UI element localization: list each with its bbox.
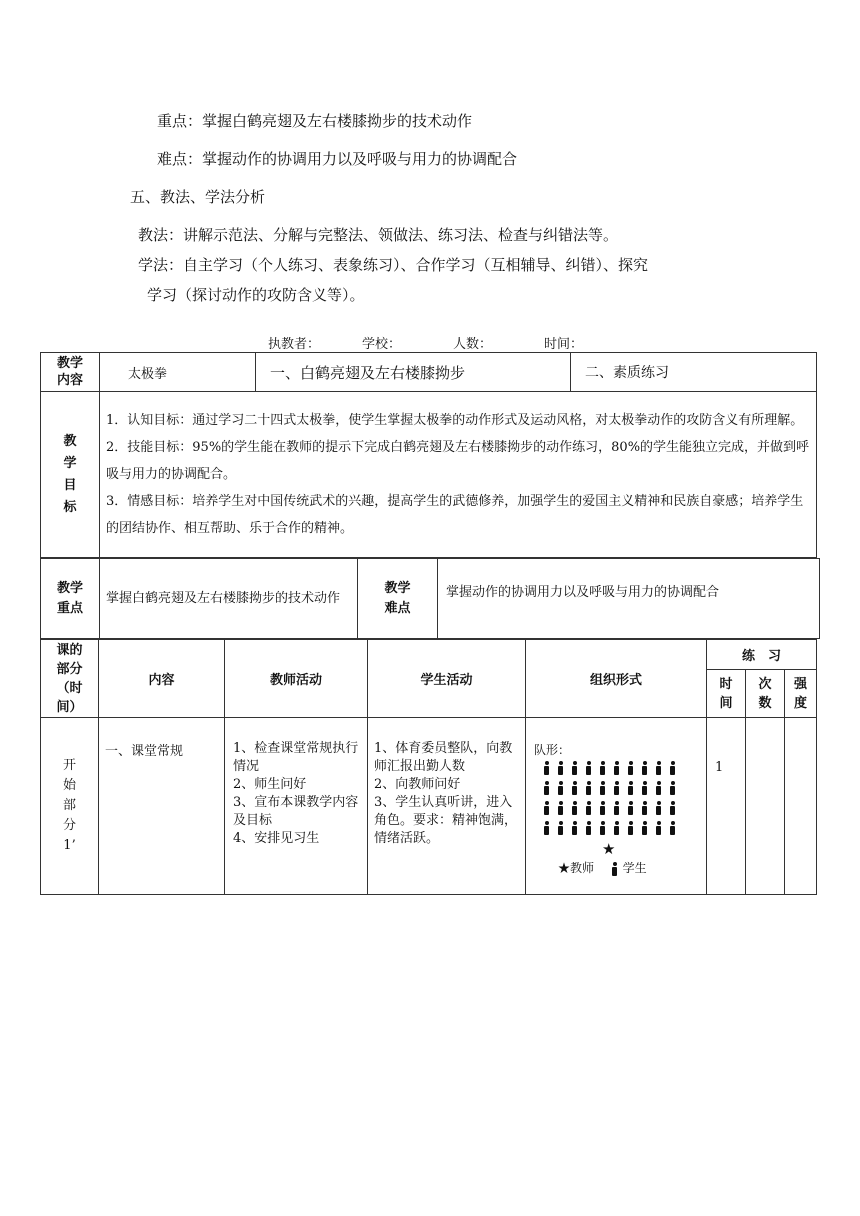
student-figure-icon (614, 761, 619, 775)
objectives-label: 教 学 目 标 (41, 392, 100, 558)
student-figure-icon (544, 761, 549, 775)
school-label: 学校： (362, 337, 402, 352)
student-figure-icon (614, 801, 619, 815)
lesson-plan-table (40, 639, 817, 895)
legend-student: 学生 (622, 861, 647, 875)
difficulty-text: 掌握动作的协调用力以及呼吸与用力的协调配合 (438, 559, 820, 639)
student-figure-icon (642, 781, 647, 795)
student-figure-icon (656, 821, 661, 835)
teacher-header: 教师活动 (225, 640, 368, 718)
formation-legend (534, 858, 706, 878)
student-figure-icon (642, 821, 647, 835)
formation-row (544, 800, 706, 820)
student-figure-icon (600, 801, 605, 815)
time-label: 时间： (544, 337, 584, 352)
content-objective-table (40, 352, 817, 558)
student-figure-icon (656, 781, 661, 795)
student-figure-icon (628, 821, 633, 835)
student-figure-icon (614, 821, 619, 835)
student-figure-icon (586, 761, 591, 775)
key-label: 教学 重点 (41, 559, 100, 639)
key-point-line: 重点：掌握白鹤亮翅及左右楼膝拗步的技术动作 (157, 112, 473, 130)
student-figure-icon (670, 801, 675, 815)
formation-label: 队形： (534, 743, 571, 757)
student-header: 学生活动 (368, 640, 526, 718)
key-text: 掌握白鹤亮翅及左右楼膝拗步的技术动作 (100, 559, 358, 639)
student-figure-icon (544, 801, 549, 815)
learn-method-line-1: 学法：自主学习（个人练习、表象练习）、合作学习（互相辅导、纠错）、探究 (138, 256, 649, 274)
student-figure-icon (558, 821, 563, 835)
student-figure-icon (544, 821, 549, 835)
objective-skill: 2．技能目标：95%的学生能在教师的提示下完成白鹤亮翅及左右楼膝拗步的动作练习，80%的学生能独立完成，并做到呼吸与用力的协调配合。 (106, 440, 810, 482)
executor-label: 执教者： (268, 337, 321, 352)
student-figure-icon (670, 821, 675, 835)
student-figure-icon (586, 801, 591, 815)
practice-intensity (785, 718, 817, 895)
content-main: 太极拳 (100, 353, 256, 392)
student-figure-icon (670, 761, 675, 775)
row-content: 一、课堂常规 (99, 718, 225, 895)
count-label: 人数： (453, 337, 493, 352)
objective-affective: 3．情感目标：培养学生对中国传统武术的兴趣，提高学生的武德修养，加强学生的爱国主义精神和民族自豪感；培养学生的团结协作、相互帮助、乐于合作的精神。 (106, 494, 804, 536)
practice-time: 1 (707, 718, 746, 895)
student-figure-icon (586, 821, 591, 835)
student-figure-icon (558, 781, 563, 795)
intensity-header: 强 度 (785, 670, 817, 718)
student-figure-icon (628, 761, 633, 775)
student-activity: 1、体育委员整队，向教师汇报出勤人数 2、向教师问好 3、学生认真听讲，进入角色。要求：精神饱满，情绪活跃。 (368, 718, 526, 895)
content-label: 教学 内容 (41, 353, 100, 392)
student-figure-icon (612, 861, 619, 875)
learn-method-line-2: 学习（探讨动作的攻防含义等）。 (147, 286, 365, 304)
formation-cell (526, 718, 707, 895)
key-difficulty-table (40, 558, 820, 639)
times-header: 次 数 (746, 670, 785, 718)
student-figure-icon (656, 761, 661, 775)
legend-teacher: ★教师 (558, 861, 595, 875)
objectives-cell (100, 392, 817, 558)
part-start: 开 始 部 分 1’ (41, 718, 99, 895)
formation-row (544, 760, 706, 780)
student-figure-icon (572, 761, 577, 775)
student-figure-icon (544, 781, 549, 795)
content-item-2: 二、素质练习 (571, 353, 817, 392)
objective-cognitive: 1．认知目标：通过学习二十四式太极拳，使学生掌握太极拳的动作形式及运动风格，对太极拳动作的攻防含义有所理解。 (106, 413, 804, 428)
section-heading: 五、教法、学法分析 (130, 188, 266, 206)
student-figure-icon (614, 781, 619, 795)
formation-row (544, 820, 706, 840)
student-figure-icon (600, 821, 605, 835)
student-figure-icon (558, 761, 563, 775)
student-figure-icon (572, 781, 577, 795)
student-figure-icon (572, 821, 577, 835)
student-figure-icon (600, 761, 605, 775)
content-header: 内容 (99, 640, 225, 718)
student-figure-icon (558, 801, 563, 815)
student-figure-icon (656, 801, 661, 815)
student-figure-icon (572, 801, 577, 815)
student-figure-icon (642, 801, 647, 815)
part-header: 课的 部分 （时 间） (41, 640, 99, 718)
org-header: 组织形式 (526, 640, 707, 718)
practice-header: 练 习 (707, 640, 817, 670)
student-figure-icon (628, 781, 633, 795)
time-header: 时 间 (707, 670, 746, 718)
student-figure-icon (586, 781, 591, 795)
difficulty-line: 难点：掌握动作的协调用力以及呼吸与用力的协调配合 (157, 150, 518, 168)
practice-times (746, 718, 785, 895)
formation-row (544, 780, 706, 800)
student-figure-icon (600, 781, 605, 795)
content-item-1: 一、白鹤亮翅及左右楼膝拗步 (256, 353, 571, 392)
student-figure-icon (670, 781, 675, 795)
teacher-activity: 1、检查课堂常规执行情况 2、师生问好 3、宣布本课教学内容及目标 4、安排见习生 (225, 718, 368, 895)
difficulty-label: 教学 难点 (358, 559, 438, 639)
teacher-star-icon: ★ (602, 840, 616, 858)
student-figure-icon (628, 801, 633, 815)
student-figure-icon (642, 761, 647, 775)
formation-grid (534, 760, 706, 840)
teach-method-line: 教法：讲解示范法、分解与完整法、领做法、练习法、检查与纠错法等。 (138, 226, 619, 244)
